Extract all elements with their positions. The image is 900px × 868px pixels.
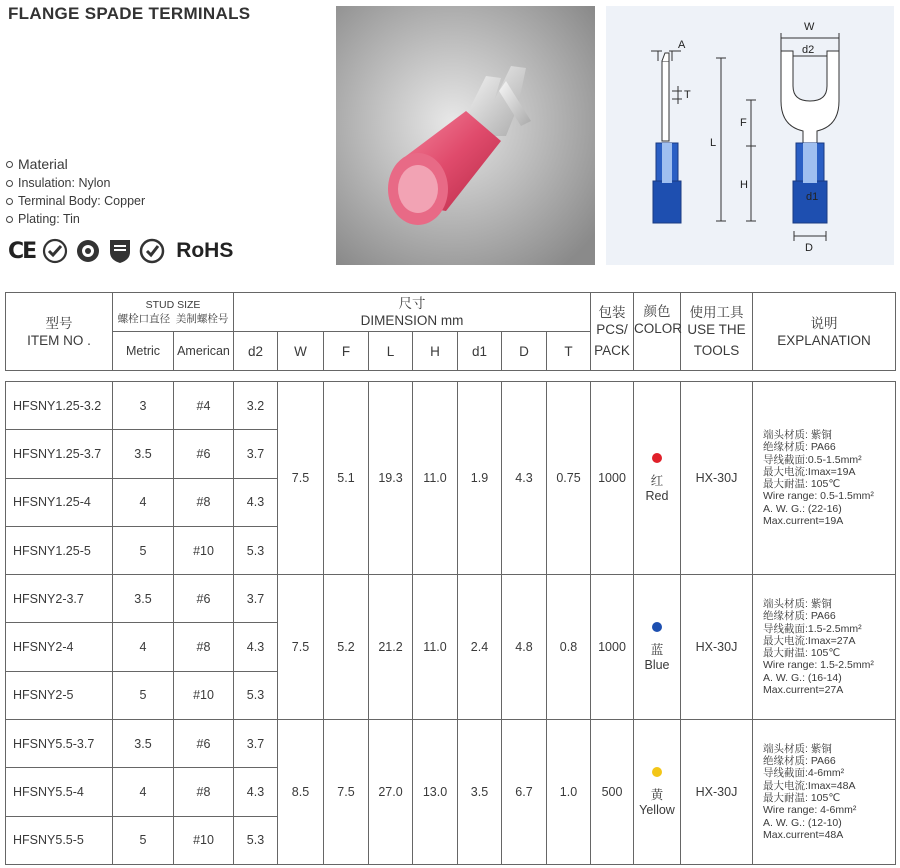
item-no-cell: HFSNY1.25-4 <box>6 478 113 526</box>
item-no-cell: HFSNY2-3.7 <box>6 575 113 623</box>
w-cell: 7.5 <box>278 382 324 575</box>
tools-cell: HX-30J <box>681 720 753 865</box>
header-dimension-en: DIMENSION mm <box>360 313 464 328</box>
material-item <box>6 192 145 210</box>
material-heading-row <box>6 154 145 174</box>
metric-cell: 3.5 <box>113 575 174 623</box>
explanation-line: Wire range: 1.5-2.5mm² <box>763 659 874 672</box>
page-title: FLANGE SPADE TERMINALS <box>8 4 251 23</box>
t-cell: 0.8 <box>547 575 591 720</box>
terminal-photo-illustration <box>336 6 595 265</box>
header-d2: d2 <box>234 332 278 371</box>
american-cell: #8 <box>174 623 234 671</box>
explanation-line: 最大耐温: 105℃ <box>763 792 841 805</box>
header-stud-label: STUD SIZE <box>145 299 201 311</box>
d1-cell: 2.4 <box>458 575 502 720</box>
w-cell: 8.5 <box>278 720 324 865</box>
header-tools-en1: USE THE <box>687 322 746 337</box>
dim-label-t: T <box>684 89 691 101</box>
american-cell: #8 <box>174 478 234 526</box>
item-no-cell: HFSNY2-4 <box>6 623 113 671</box>
bullet-icon <box>6 180 13 187</box>
tools-cell: HX-30J <box>681 382 753 575</box>
l-cell: 21.2 <box>369 575 413 720</box>
explanation-line: 最大电流:Imax=48A <box>763 779 856 792</box>
dim-label-l: L <box>710 137 717 149</box>
header-explanation <box>753 293 896 371</box>
metric-cell: 4 <box>113 623 174 671</box>
material-item-text: Plating: Tin <box>18 212 80 226</box>
explanation-line: 最大耐温: 105℃ <box>763 647 841 660</box>
d2-cell: 5.3 <box>234 671 278 719</box>
header-color-en: COLOR <box>634 321 683 336</box>
header-explanation-en: EXPLANATION <box>777 332 871 348</box>
d2-cell: 4.3 <box>234 478 278 526</box>
dim-label-a: A <box>678 39 686 51</box>
header-metric: Metric <box>113 332 174 371</box>
explanation-line: 最大电流:Imax=27A <box>763 634 856 647</box>
rohs-mark: RoHS <box>176 239 234 262</box>
header-color <box>634 293 681 371</box>
explanation-line: Max.current=19A <box>763 514 844 527</box>
dim-label-d2: d2 <box>802 44 815 56</box>
american-cell: #10 <box>174 526 234 574</box>
f-cell: 5.2 <box>324 575 369 720</box>
f-cell: 7.5 <box>324 720 369 865</box>
color-en: Blue <box>644 658 670 673</box>
item-no-cell: HFSNY1.25-3.7 <box>6 430 113 478</box>
table-row <box>6 720 896 768</box>
header-stud-size <box>113 293 234 332</box>
dimension-drawing <box>606 6 894 265</box>
header-pack-en2: PACK <box>594 343 630 358</box>
explanation-line: Wire range: 0.5-1.5mm² <box>763 490 874 503</box>
color-dot-icon <box>652 767 662 777</box>
color-cell <box>634 575 681 720</box>
american-cell: #10 <box>174 816 234 864</box>
color-cell <box>634 720 681 865</box>
explanation-line: 导线截面:4-6mm² <box>763 767 845 780</box>
d1-cell: 1.9 <box>458 382 502 575</box>
table-row <box>6 382 896 430</box>
header-f: F <box>324 332 369 371</box>
t-cell: 1.0 <box>547 720 591 865</box>
bullet-icon <box>6 161 13 168</box>
color-dot-icon <box>652 622 662 632</box>
material-item-text: Insulation: Nylon <box>18 176 111 190</box>
table-row <box>6 575 896 623</box>
metric-cell: 3.5 <box>113 430 174 478</box>
american-cell: #6 <box>174 430 234 478</box>
explanation-line: 最大耐温: 105℃ <box>763 478 841 491</box>
explanation-line: A. W. G.: (22-16) <box>763 502 842 515</box>
iso-shield-icon <box>108 238 132 264</box>
explanation-line: 最大电流:Imax=19A <box>763 465 856 478</box>
header-item-cn: 型号 <box>45 315 73 331</box>
explanation-line: 绝缘材质: PA66 <box>763 755 836 768</box>
bullet-icon <box>6 216 13 223</box>
product-photo <box>336 6 595 265</box>
material-item <box>6 210 145 228</box>
header-item-en: ITEM NO . <box>27 332 91 348</box>
header-d: D <box>502 332 547 371</box>
l-cell: 27.0 <box>369 720 413 865</box>
american-cell: #10 <box>174 671 234 719</box>
d2-cell: 3.7 <box>234 720 278 768</box>
header-l: L <box>369 332 413 371</box>
color-en: Yellow <box>639 803 675 818</box>
cqc-check-icon <box>42 238 68 264</box>
header-pack <box>591 293 634 371</box>
explanation-line: 绝缘材质: PA66 <box>763 441 836 454</box>
header-color-cn: 颜色 <box>643 304 671 319</box>
d2-cell: 3.2 <box>234 382 278 430</box>
color-cn: 红 <box>650 474 664 489</box>
item-no-cell: HFSNY1.25-5 <box>6 526 113 574</box>
w-cell: 7.5 <box>278 575 324 720</box>
d-cell: 4.8 <box>502 575 547 720</box>
american-cell: #4 <box>174 382 234 430</box>
metric-cell: 4 <box>113 768 174 816</box>
header-spacer <box>6 371 896 382</box>
metric-cell: 3 <box>113 382 174 430</box>
d2-cell: 3.7 <box>234 430 278 478</box>
metric-cell: 4 <box>113 478 174 526</box>
spec-table <box>5 292 896 865</box>
explanation-cell <box>753 382 896 575</box>
pack-cell: 1000 <box>591 575 634 720</box>
tools-cell: HX-30J <box>681 575 753 720</box>
item-no-cell: HFSNY5.5-5 <box>6 816 113 864</box>
f-cell: 5.1 <box>324 382 369 575</box>
color-cn: 黄 <box>650 788 664 803</box>
d1-cell: 3.5 <box>458 720 502 865</box>
material-heading: Material <box>18 156 68 172</box>
metric-cell: 5 <box>113 526 174 574</box>
explanation-line: 端头材质: 紫铜 <box>763 428 832 441</box>
dim-label-d1: d1 <box>806 191 819 203</box>
metric-cell: 5 <box>113 816 174 864</box>
explanation-line: 导线截面:0.5-1.5mm² <box>763 453 862 466</box>
pack-cell: 1000 <box>591 382 634 575</box>
dim-label-d: D <box>805 242 813 254</box>
header-tools <box>681 293 753 371</box>
dim-label-f: F <box>740 117 747 129</box>
material-item <box>6 174 145 192</box>
d2-cell: 3.7 <box>234 575 278 623</box>
header-w: W <box>278 332 324 371</box>
d-cell: 6.7 <box>502 720 547 865</box>
header-explanation-cn: 说明 <box>810 315 838 331</box>
h-cell: 11.0 <box>413 575 458 720</box>
header-tools-en2: TOOLS <box>693 343 740 358</box>
dim-label-h: H <box>740 179 748 191</box>
item-no-cell: HFSNY2-5 <box>6 671 113 719</box>
header-t: T <box>547 332 591 371</box>
header-american: American <box>174 332 234 371</box>
header-tools-cn: 使用工具 <box>689 305 744 320</box>
item-no-cell: HFSNY5.5-4 <box>6 768 113 816</box>
american-cell: #6 <box>174 575 234 623</box>
explanation-line: Max.current=27A <box>763 684 844 697</box>
d2-cell: 5.3 <box>234 816 278 864</box>
header-item-no <box>6 293 113 371</box>
explanation-line: 端头材质: 紫铜 <box>763 742 832 755</box>
t-cell: 0.75 <box>547 382 591 575</box>
bullet-icon <box>6 198 13 205</box>
header-pack-cn: 包装 <box>598 305 626 320</box>
pack-cell: 500 <box>591 720 634 865</box>
dim-label-w: W <box>804 21 815 33</box>
color-cn: 蓝 <box>650 643 664 658</box>
d2-cell: 4.3 <box>234 623 278 671</box>
certification-logos <box>8 236 233 266</box>
explanation-line: A. W. G.: (12-10) <box>763 816 842 829</box>
header-stud-american-cn: 美制螺栓号 <box>175 313 229 325</box>
d-cell: 4.3 <box>502 382 547 575</box>
explanation-line: 端头材质: 紫铜 <box>763 597 832 610</box>
material-item-text: Terminal Body: Copper <box>18 194 146 208</box>
color-en: Red <box>645 489 669 504</box>
color-dot-icon <box>652 453 662 463</box>
item-no-cell: HFSNY5.5-3.7 <box>6 720 113 768</box>
h-cell: 13.0 <box>413 720 458 865</box>
h-cell: 11.0 <box>413 382 458 575</box>
explanation-line: Max.current=48A <box>763 828 844 841</box>
header-pack-en1: PCS/ <box>596 322 628 337</box>
ce-mark-icon: CE <box>8 238 36 264</box>
item-no-cell: HFSNY1.25-3.2 <box>6 382 113 430</box>
material-list <box>6 154 145 228</box>
header-dimension <box>234 293 591 332</box>
header-h: H <box>413 332 458 371</box>
color-cell <box>634 382 681 575</box>
header-dimension-cn: 尺寸 <box>398 296 426 311</box>
explanation-line: Wire range: 4-6mm² <box>763 804 857 817</box>
explanation-line: A. W. G.: (16-14) <box>763 671 842 684</box>
american-cell: #6 <box>174 720 234 768</box>
explanation-line: 绝缘材质: PA66 <box>763 610 836 623</box>
terminal-dimension-diagram <box>606 6 894 265</box>
metric-cell: 5 <box>113 671 174 719</box>
d2-cell: 4.3 <box>234 768 278 816</box>
header-stud-metric-cn: 螺栓口直径 <box>117 313 171 325</box>
metric-cell: 3.5 <box>113 720 174 768</box>
explanation-cell <box>753 720 896 865</box>
explanation-line: 导线截面:1.5-2.5mm² <box>763 622 862 635</box>
american-cell: #8 <box>174 768 234 816</box>
ccc-mark-icon <box>75 238 101 264</box>
d2-cell: 5.3 <box>234 526 278 574</box>
header-d1: d1 <box>458 332 502 371</box>
explanation-cell <box>753 575 896 720</box>
l-cell: 19.3 <box>369 382 413 575</box>
sgs-mark-icon <box>139 238 165 264</box>
